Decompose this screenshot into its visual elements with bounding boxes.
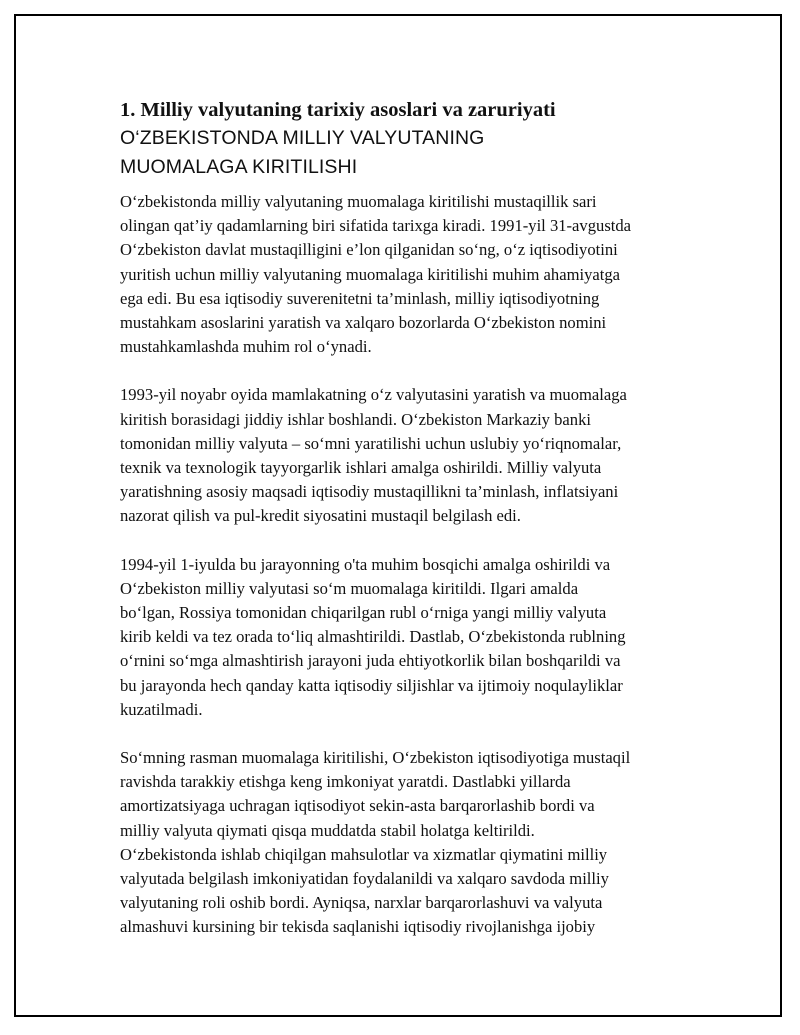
paragraph-line: yaratishning asosiy maqsadi iqtisodiy mustaqillikni ta’minlash, inflatsiyani [120,482,619,502]
paragraph-4 [120,746,710,940]
paragraph-line: O‘zbekistonda milliy valyutaning muomalaga kiritilishi mustaqillik sari [120,192,597,211]
paragraph-line: 1994-yil 1-iyulda bu jarayonning o'ta muhim bosqichi amalga oshirildi va [120,554,611,574]
paragraph-line: almashuvi kursining bir tekisda saqlanishi iqtisodiy rivojlanishga ijobiy [120,917,596,937]
paragraph-line: So‘mning rasman muomalaga kiritilishi, O‘zbekiston iqtisodiyotiga mustaqil [120,748,631,768]
paragraph-line: texnik va texnologik tayyorgarlik ishlari amalga oshirildi. Milliy valyuta [120,458,602,478]
paragraph-line: valyutada belgilash imkoniyatidan foydalanildi va xalqaro savdoda milliy [120,869,609,889]
section-heading: 1. Milliy valyutaning tarixiy asoslari va zaruriyati [120,99,556,121]
paragraph-line: milliy valyuta qiymati qisqa muddatda stabil holatga keltirildi. [120,820,535,840]
paragraph-line: mustahkamlashda muhim rol o‘ynadi. [120,337,372,357]
paragraph-line: bu jarayonda hech qanday katta iqtisodiy siljishlar va ijtimoiy noqulayliklar [120,675,623,695]
paragraph-line: O‘zbekistonda ishlab chiqilgan mahsulotlar va xizmatlar qiymatini milliy [120,844,608,864]
paragraph-spacer [120,359,710,383]
paragraph-1 [120,190,710,359]
paragraph-line: nazorat qilish va pul-kredit siyosatini mustaqil belgilash edi. [120,506,521,526]
title-line: MUOMALAGA KIRITILISHI [120,156,358,178]
paragraph-line: mustahkam asoslarini yaratish va xalqaro bozorlarda O‘zbekiston nomini [120,313,607,333]
paragraph-line: bo‘lgan, Rossiya tomonidan chiqarilgan rubl o‘rniga yangi milliy valyuta [120,603,607,623]
paragraph-line: olingan qat’iy qadamlarning biri sifatida tarixga kiradi. 1991-yil 31-avgustda [120,216,632,236]
paragraph-line: yuritish uchun milliy valyutaning muomalaga kiritilishi muhim ahamiyatga [120,264,621,284]
paragraph-line: amortizatsiyaga uchragan iqtisodiyot sekin-asta barqarorlashib bordi va [120,796,595,816]
paragraph-line: kirib keldi va tez orada to‘liq almashtirildi. Dastlab, O‘zbekistonda rublning [120,627,626,647]
paragraph-2 [120,383,710,528]
paragraph-3 [120,553,710,722]
paragraph-line: o‘rnini so‘mga almashtirish jarayoni juda ehtiyotkorlik bilan boshqarildi va [120,651,621,671]
paragraph-line: O‘zbekiston davlat mustaqilligini e’lon qilganidan so‘ng, o‘z iqtisodiyotini [120,240,618,260]
title-line: O‘ZBEKISTONDA MILLIY VALYUTANING [120,127,485,149]
paragraph-line: ravishda tarakkiy etishga keng imkoniyat yaratdi. Dastlabki yillarda [120,772,571,792]
paragraph-spacer [120,722,710,746]
paragraph-spacer [120,529,710,553]
paragraph-line: kuzatilmadi. [120,699,203,719]
paragraph-line: tomonidan milliy valyuta – so‘mni yaratilishi uchun uslubiy yo‘riqnomalar, [120,433,622,453]
page-frame [14,14,782,1017]
paragraph-line: ega edi. Bu esa iqtisodiy suverenitetni ta’minlash, milliy iqtisodiyotning [120,288,600,308]
paragraph-line: O‘zbekiston milliy valyutasi so‘m muomalaga kiritildi. Ilgari amalda [120,578,579,598]
document-title [120,124,710,182]
paragraph-line: 1993-yil noyabr oyida mamlakatning o‘z valyutasini yaratish va muomalaga [120,385,627,405]
document-body [120,96,710,940]
paragraph-line: valyutaning roli oshib bordi. Ayniqsa, narxlar barqarorlashuvi va valyuta [120,893,603,913]
paragraph-line: kiritish borasidagi jiddiy ishlar boshlandi. O‘zbekiston Markaziy banki [120,409,591,429]
